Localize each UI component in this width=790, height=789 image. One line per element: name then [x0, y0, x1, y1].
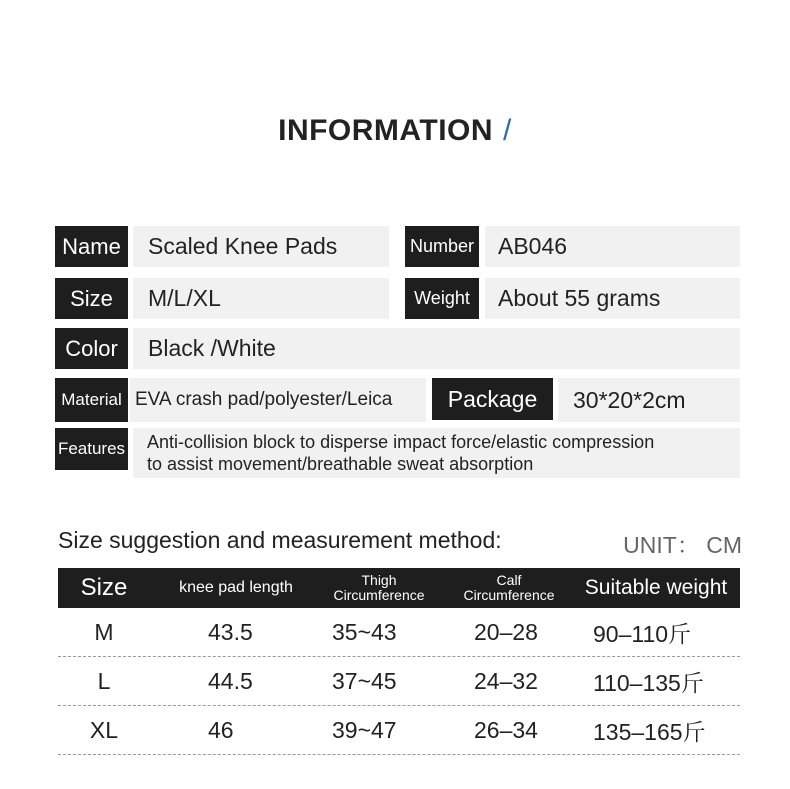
cell-calf: 26–34 — [474, 716, 538, 743]
header-calf-line-2: Circumference — [463, 587, 555, 603]
header-calf-line-1: Calf — [496, 572, 522, 589]
cell-thigh: 37~45 — [332, 667, 397, 694]
cell-weight: 135–165斤 — [593, 718, 706, 745]
cell-calf: 24–32 — [474, 667, 538, 694]
weight-value: About 55 grams — [485, 278, 740, 319]
size-table-header — [58, 568, 740, 608]
table-row — [58, 608, 740, 657]
color-label: Color — [55, 328, 128, 369]
header-weight: Suitable weight — [584, 575, 728, 599]
table-row — [58, 706, 740, 755]
size-label: Size — [55, 278, 128, 319]
cell-thigh: 35~43 — [332, 618, 397, 645]
title-text: INFORMATION — [278, 114, 494, 147]
features-line-1: Anti-collision block to disperse impact force/elastic compression — [147, 431, 655, 452]
cell-length: 43.5 — [208, 618, 253, 645]
header-thigh — [320, 568, 438, 608]
material-label: Material — [55, 378, 128, 422]
unit-label: UNIT： CM — [623, 532, 742, 558]
title-slash: / — [503, 114, 512, 147]
features-value — [133, 428, 740, 478]
cell-thigh: 39~47 — [332, 716, 397, 743]
header-calf — [450, 568, 568, 608]
name-label: Name — [55, 226, 128, 267]
package-label: Package — [432, 378, 553, 420]
package-value: 30*20*2cm — [558, 378, 740, 422]
name-value: Scaled Knee Pads — [133, 226, 389, 267]
size-value: M/L/XL — [133, 278, 389, 319]
cell-size: M — [94, 618, 114, 645]
cell-weight: 90–110斤 — [593, 620, 692, 647]
cell-size: XL — [89, 716, 119, 743]
header-thigh-line-2: Circumference — [333, 587, 425, 603]
cell-calf: 20–28 — [474, 618, 538, 645]
header-thigh-line-1: Thigh — [361, 572, 397, 589]
features-label: Features — [55, 428, 128, 470]
material-value: EVA crash pad/polyester/Leica — [130, 378, 426, 422]
number-label: Number — [405, 226, 479, 267]
number-value: AB046 — [485, 226, 740, 267]
cell-size: L — [97, 667, 111, 694]
size-section-heading: Size suggestion and measurement method: — [58, 527, 502, 553]
weight-label: Weight — [405, 278, 479, 319]
header-length: knee pad length — [179, 578, 293, 596]
cell-length: 46 — [208, 716, 234, 743]
cell-weight: 110–135斤 — [593, 669, 704, 696]
header-size: Size — [80, 574, 128, 602]
page-title — [0, 114, 790, 148]
color-value: Black /White — [133, 328, 740, 369]
cell-length: 44.5 — [208, 667, 253, 694]
table-row — [58, 657, 740, 706]
features-line-2: to assist movement/breathable sweat absorption — [147, 454, 534, 474]
